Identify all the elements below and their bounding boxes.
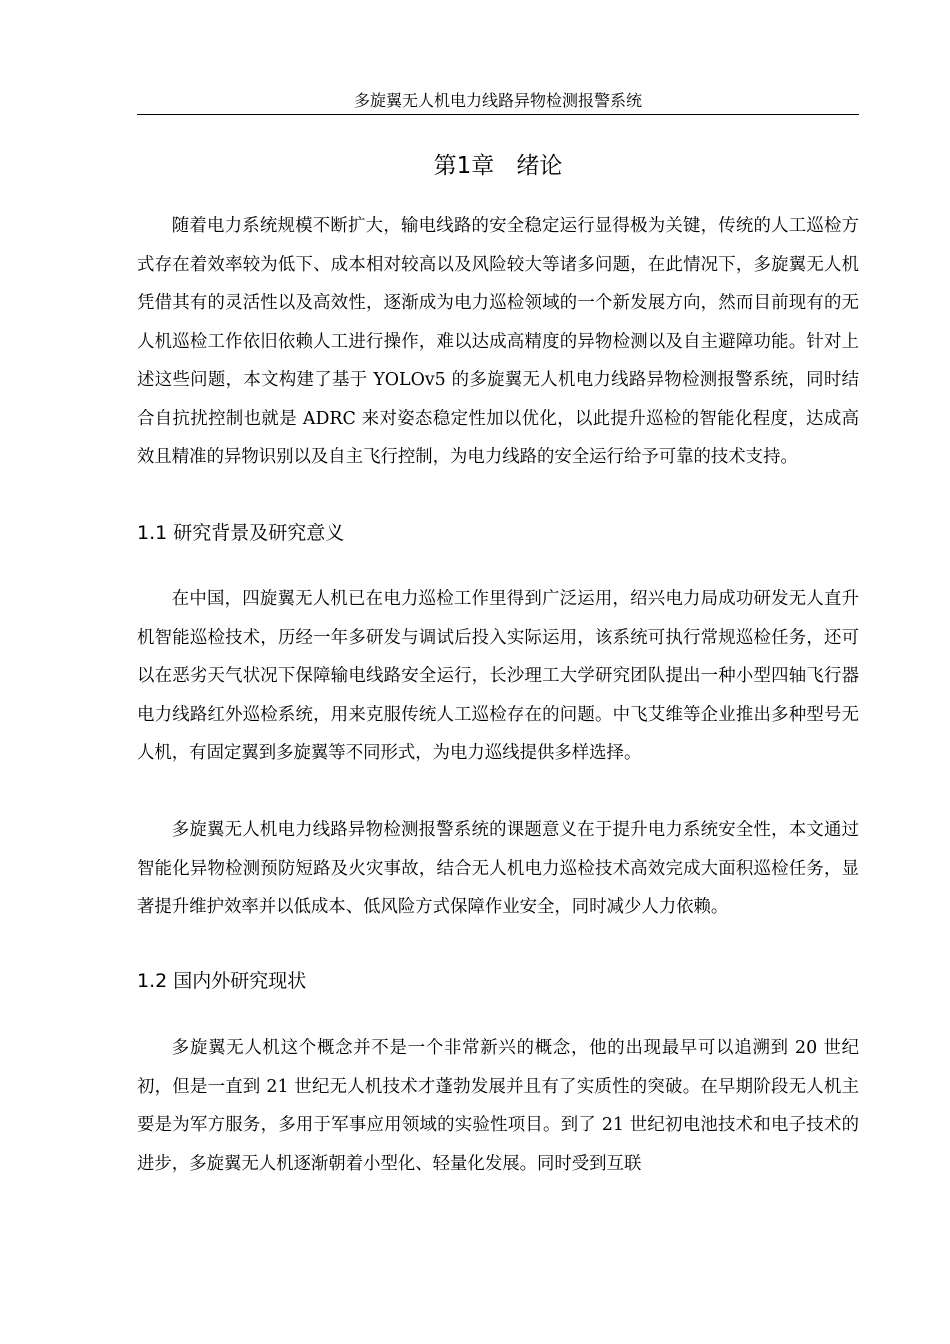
section-1-1-paragraph-1: 在中国，四旋翼无人机已在电力巡检工作里得到广泛运用，绍兴电力局成功研发无人直升机智能巡检技术，历经一年多研发与调试后投入实际运用，该系统可执行常规巡检任务，还可以在恶劣天气状况下保障输电线路安全运行，长沙理工大学研究团队提出一种小型四轴飞行器电力线路红外巡检系统，用来克服传统人工巡检存在的问题。中飞艾维等企业推出多种型号无人机，有固定翼到多旋翼等不同形式，为电力巡线提供多样选择。 xyxy=(137,589,859,763)
chapter-name: 绪论 xyxy=(516,153,563,179)
running-header xyxy=(137,90,859,115)
chapter-number: 第1章 xyxy=(433,153,495,179)
section-heading-1-1: 1.1 研究背景及研究意义 xyxy=(137,522,345,544)
section-1-2-paragraph-1: 多旋翼无人机这个概念并不是一个非常新兴的概念，他的出现最早可以追溯到 20 世纪初，但是一直到 21 世纪无人机技术才蓬勃发展并且有了实质性的突破。在早期阶段无人机主要是为军方服务，多用于军事应用领域的实验性项目。到了 21 世纪初电池技术和电子技术的进步，多旋翼无人机逐渐朝着小型化、轻量化发展。同时受到互联 xyxy=(137,1038,859,1174)
intro-paragraph: 随着电力系统规模不断扩大，输电线路的安全稳定运行显得极为关键，传统的人工巡检方式存在着效率较为低下、成本相对较高以及风险较大等诸多问题，在此情况下，多旋翼无人机凭借其有的灵活性以及高效性，逐渐成为电力巡检领域的一个新发展方向，然而目前现有的无人机巡检工作依旧依赖人工进行操作，难以达成高精度的异物检测以及自主避障功能。针对上述这些问题，本文构建了基于 YOLOv5 的多旋翼无人机电力线路异物检测报警系统，同时结合自抗扰控制也就是 ADRC 来对姿态稳定性加以优化，以此提升巡检的智能化程度，达成高效且精准的异物识别以及自主飞行控制，为电力线路的安全运行给予可靠的技术支持。 xyxy=(137,216,859,467)
running-header-title: 多旋翼无人机电力线路异物检测报警系统 xyxy=(353,91,642,110)
chapter-title xyxy=(137,150,859,182)
section-heading-1-2: 1.2 国内外研究现状 xyxy=(137,970,307,992)
section-1-1-paragraph-2: 多旋翼无人机电力线路异物检测报警系统的课题意义在于提升电力系统安全性，本文通过智能化异物检测预防短路及火灾事故，结合无人机电力巡检技术高效完成大面积巡检任务，显著提升维护效率并以低成本、低风险方式保障作业安全，同时减少人力依赖。 xyxy=(137,820,859,917)
